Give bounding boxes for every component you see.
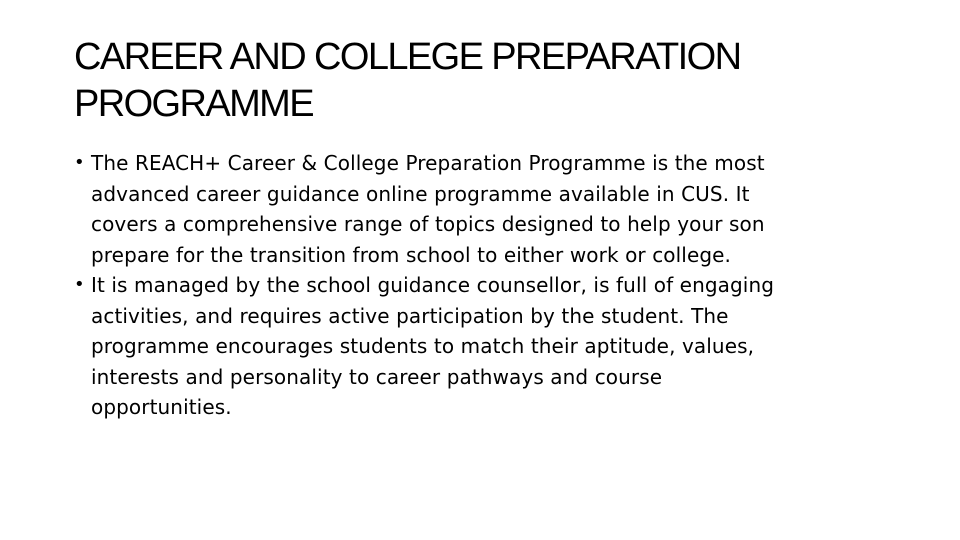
bullet-1-line-4: prepare for the transition from school to either work or college. (91, 242, 732, 267)
slide-title-line-1: CAREER AND COLLEGE PREPARATION (74, 36, 741, 78)
bullet-2-line-4: interests and personality to career pathways and course (91, 364, 663, 389)
bullet-2-line-5: opportunities. (91, 395, 232, 419)
bullet-icon: • (74, 152, 85, 173)
bullet-1-line-3: covers a comprehensive range of topics designed to help your son (91, 212, 765, 236)
bullet-icon: • (74, 274, 85, 295)
bullet-2-line-3: programme encourages students to match their aptitude, values, (91, 334, 755, 358)
bullet-2-line-2: activities, and requires active participation by the student. The (91, 303, 729, 328)
slide-title-line-2: PROGRAMME (74, 83, 313, 125)
bullet-list (74, 148, 874, 423)
slide-title (74, 34, 894, 128)
bullet-item-2 (74, 270, 874, 423)
bullet-1-line-2: advanced career guidance online programme available in CUS. It (91, 181, 750, 206)
bullet-2-line-1: It is managed by the school guidance counsellor, is full of engaging (91, 273, 775, 297)
bullet-item-1 (74, 148, 874, 270)
bullet-1-line-1: The REACH+ Career & College Preparation Programme is the most (91, 151, 765, 175)
